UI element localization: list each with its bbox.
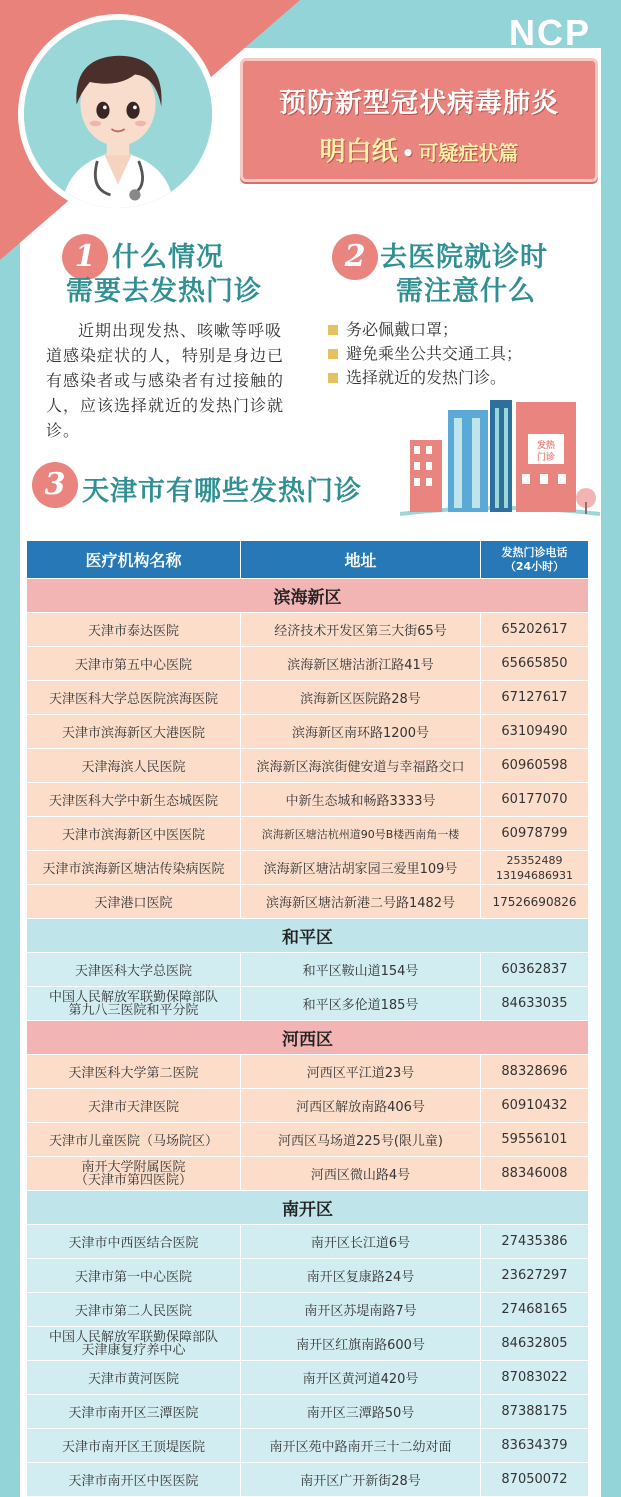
title-sub-dot: •	[401, 141, 415, 165]
clinic-name: 天津市滨海新区塘沽传染病医院	[27, 851, 241, 885]
clinic-name: 中国人民解放军联勤保障部队 天津康复疗养中心	[27, 1327, 241, 1361]
clinic-phone: 63109490	[481, 715, 589, 749]
section2-bullet-list	[328, 318, 588, 390]
bullet-item	[328, 318, 588, 342]
header-address: 地址	[241, 541, 481, 579]
clinic-address: 滨海新区塘沽新港二号路1482号	[241, 885, 481, 919]
clinic-name: 天津港口医院	[27, 885, 241, 919]
clinic-name: 天津市中西医结合医院	[27, 1225, 241, 1259]
header-phone-line2: （24小时）	[504, 559, 565, 573]
table-row	[27, 681, 589, 715]
section2-heading-line2: 需注意什么	[396, 276, 536, 307]
section1-heading-line2: 需要去发热门诊	[66, 276, 262, 307]
section1-body: 近期出现发热、咳嗽等呼吸道感染症状的人，特别是身边已有感染者或与感染者有过接触的人，应该选择就近的发热门诊就诊。	[46, 321, 285, 440]
clinic-phone: 88346008	[481, 1157, 589, 1191]
clinic-address: 南开区黄河道420号	[241, 1361, 481, 1395]
doctor-illustration	[24, 20, 212, 208]
table-row	[27, 1259, 589, 1293]
table-row	[27, 1361, 589, 1395]
bullet-item	[328, 366, 588, 390]
table-row	[27, 1327, 589, 1361]
table-row	[27, 817, 589, 851]
table-row	[27, 885, 589, 919]
table-row	[27, 1123, 589, 1157]
ncp-badge: NCP	[508, 12, 591, 53]
clinic-address: 滨海新区塘沽杭州道90号B楼西南角一楼	[241, 817, 481, 851]
table-row	[27, 851, 589, 885]
clinic-name: 天津市第五中心医院	[27, 647, 241, 681]
table-row	[27, 1089, 589, 1123]
square-bullet-icon	[328, 349, 338, 359]
table-row	[27, 1157, 589, 1191]
table-row	[27, 1225, 589, 1259]
clinic-phone: 84633035	[481, 987, 589, 1021]
title-sub-small: 可疑症状篇	[418, 141, 519, 165]
title-main: 预防新型冠状病毒肺炎	[279, 88, 559, 119]
clinic-address: 河西区解放南路406号	[241, 1089, 481, 1123]
district-name: 南开区	[27, 1191, 589, 1225]
section3-number: 3	[32, 462, 78, 508]
clinic-phone: 23627297	[481, 1259, 589, 1293]
section3-heading: 天津市有哪些发热门诊	[82, 476, 362, 507]
clinic-name: 天津市儿童医院（马场院区）	[27, 1123, 241, 1157]
section2-heading-line1: 去医院就诊时	[380, 242, 548, 273]
clinic-address: 经济技术开发区第三大街65号	[241, 613, 481, 647]
bullet-text: 避免乘坐公共交通工具；	[346, 344, 523, 363]
table-row	[27, 749, 589, 783]
table-row	[27, 1429, 589, 1463]
district-row	[27, 579, 589, 613]
clinic-name: 天津市第一中心医院	[27, 1259, 241, 1293]
clinic-phone: 84632805	[481, 1327, 589, 1361]
table-header-row	[27, 541, 589, 579]
clinic-phone: 87083022	[481, 1361, 589, 1395]
clinic-name: 天津医科大学第二医院	[27, 1055, 241, 1089]
clinic-name: 天津医科大学总医院	[27, 953, 241, 987]
clinic-address: 中新生态城和畅路3333号	[241, 783, 481, 817]
clinic-address: 南开区长江道6号	[241, 1225, 481, 1259]
table-row	[27, 1293, 589, 1327]
clinic-phone: 60978799	[481, 817, 589, 851]
clinic-phone: 27435386	[481, 1225, 589, 1259]
clinic-phone: 60960598	[481, 749, 589, 783]
clinic-address: 南开区三潭路50号	[241, 1395, 481, 1429]
clinic-phone: 59556101	[481, 1123, 589, 1157]
section1-heading-line1: 什么情况	[112, 242, 224, 273]
clinic-name: 天津市黄河医院	[27, 1361, 241, 1395]
clinic-phone: 60910432	[481, 1089, 589, 1123]
clinic-address: 南开区红旗南路600号	[241, 1327, 481, 1361]
clinic-name: 天津市第二人民医院	[27, 1293, 241, 1327]
district-row	[27, 1191, 589, 1225]
clinic-phone: 65665850	[481, 647, 589, 681]
header-phone-line1: 发热门诊电话	[501, 545, 568, 559]
building-sign-text: 发热	[536, 441, 556, 451]
district-name: 滨海新区	[27, 579, 589, 613]
district-row	[27, 1021, 589, 1055]
hospital-buildings-icon	[400, 390, 600, 520]
bullet-item	[328, 342, 588, 366]
section2-number: 2	[332, 234, 378, 280]
right-border	[601, 0, 621, 1497]
clinic-name: 天津市南开区中医医院	[27, 1463, 241, 1497]
clinic-phone: 17526690826	[481, 885, 589, 919]
clinic-address: 南开区广开新街28号	[241, 1463, 481, 1497]
clinic-address: 滨海新区海滨街健安道与幸福路交口	[241, 749, 481, 783]
clinic-name: 中国人民解放军联勤保障部队 第九八三医院和平分院	[27, 987, 241, 1021]
clinic-address: 和平区鞍山道154号	[241, 953, 481, 987]
clinic-name: 天津市泰达医院	[27, 613, 241, 647]
clinic-address: 和平区多伦道185号	[241, 987, 481, 1021]
clinic-phone: 60177070	[481, 783, 589, 817]
clinic-phone: 60362837	[481, 953, 589, 987]
district-name: 和平区	[27, 919, 589, 953]
table-row	[27, 715, 589, 749]
square-bullet-icon	[328, 373, 338, 383]
district-row	[27, 919, 589, 953]
clinic-address: 南开区苏堤南路7号	[241, 1293, 481, 1327]
clinic-address: 河西区马场道225号(限儿童)	[241, 1123, 481, 1157]
clinic-address: 南开区苑中路南开三十二幼对面	[241, 1429, 481, 1463]
title-card	[240, 58, 598, 182]
clinic-address: 南开区复康路24号	[241, 1259, 481, 1293]
clinic-address: 滨海新区塘沽浙江路41号	[241, 647, 481, 681]
clinic-name: 天津医科大学总医院滨海医院	[27, 681, 241, 715]
header-name: 医疗机构名称	[27, 541, 241, 579]
clinic-address: 滨海新区塘沽胡家园三爱里109号	[241, 851, 481, 885]
bullet-text: 务必佩戴口罩；	[346, 320, 459, 339]
clinic-phone: 27468165	[481, 1293, 589, 1327]
clinic-phone: 25352489 13194686931	[481, 851, 589, 885]
square-bullet-icon	[328, 325, 338, 335]
building-sign-text: 门诊	[536, 453, 556, 463]
title-sub	[243, 131, 595, 168]
clinic-name: 天津医科大学中新生态城医院	[27, 783, 241, 817]
header-phone	[481, 541, 589, 579]
clinic-phone: 67127617	[481, 681, 589, 715]
section1-number: 1	[62, 234, 108, 280]
clinic-address: 滨海新区医院路28号	[241, 681, 481, 715]
district-name: 河西区	[27, 1021, 589, 1055]
table-row	[27, 1463, 589, 1497]
clinic-name: 天津市南开区王顶堤医院	[27, 1429, 241, 1463]
table-row	[27, 783, 589, 817]
clinic-name: 南开大学附属医院 （天津市第四医院）	[27, 1157, 241, 1191]
clinic-name: 天津市滨海新区中医医院	[27, 817, 241, 851]
clinic-address: 河西区微山路4号	[241, 1157, 481, 1191]
clinic-phone: 87388175	[481, 1395, 589, 1429]
clinic-name: 天津市天津医院	[27, 1089, 241, 1123]
table-body	[27, 579, 589, 1497]
table-row	[27, 613, 589, 647]
city-illustration	[400, 390, 600, 520]
table-row	[27, 1055, 589, 1089]
table-row	[27, 1395, 589, 1429]
clinic-address: 河西区平江道23号	[241, 1055, 481, 1089]
bullet-text: 选择就近的发热门诊。	[346, 368, 507, 387]
clinic-name: 天津市南开区三潭医院	[27, 1395, 241, 1429]
clinic-name: 天津海滨人民医院	[27, 749, 241, 783]
title-sub-big: 明白纸	[319, 137, 398, 167]
clinic-phone: 65202617	[481, 613, 589, 647]
clinic-phone: 88328696	[481, 1055, 589, 1089]
clinic-table	[26, 540, 589, 1497]
table-row	[27, 987, 589, 1021]
doctor-avatar	[18, 14, 218, 214]
table-row	[27, 647, 589, 681]
clinic-name: 天津市滨海新区大港医院	[27, 715, 241, 749]
table-row	[27, 953, 589, 987]
clinic-phone: 83634379	[481, 1429, 589, 1463]
clinic-address: 滨海新区南环路1200号	[241, 715, 481, 749]
clinic-phone: 87050072	[481, 1463, 589, 1497]
